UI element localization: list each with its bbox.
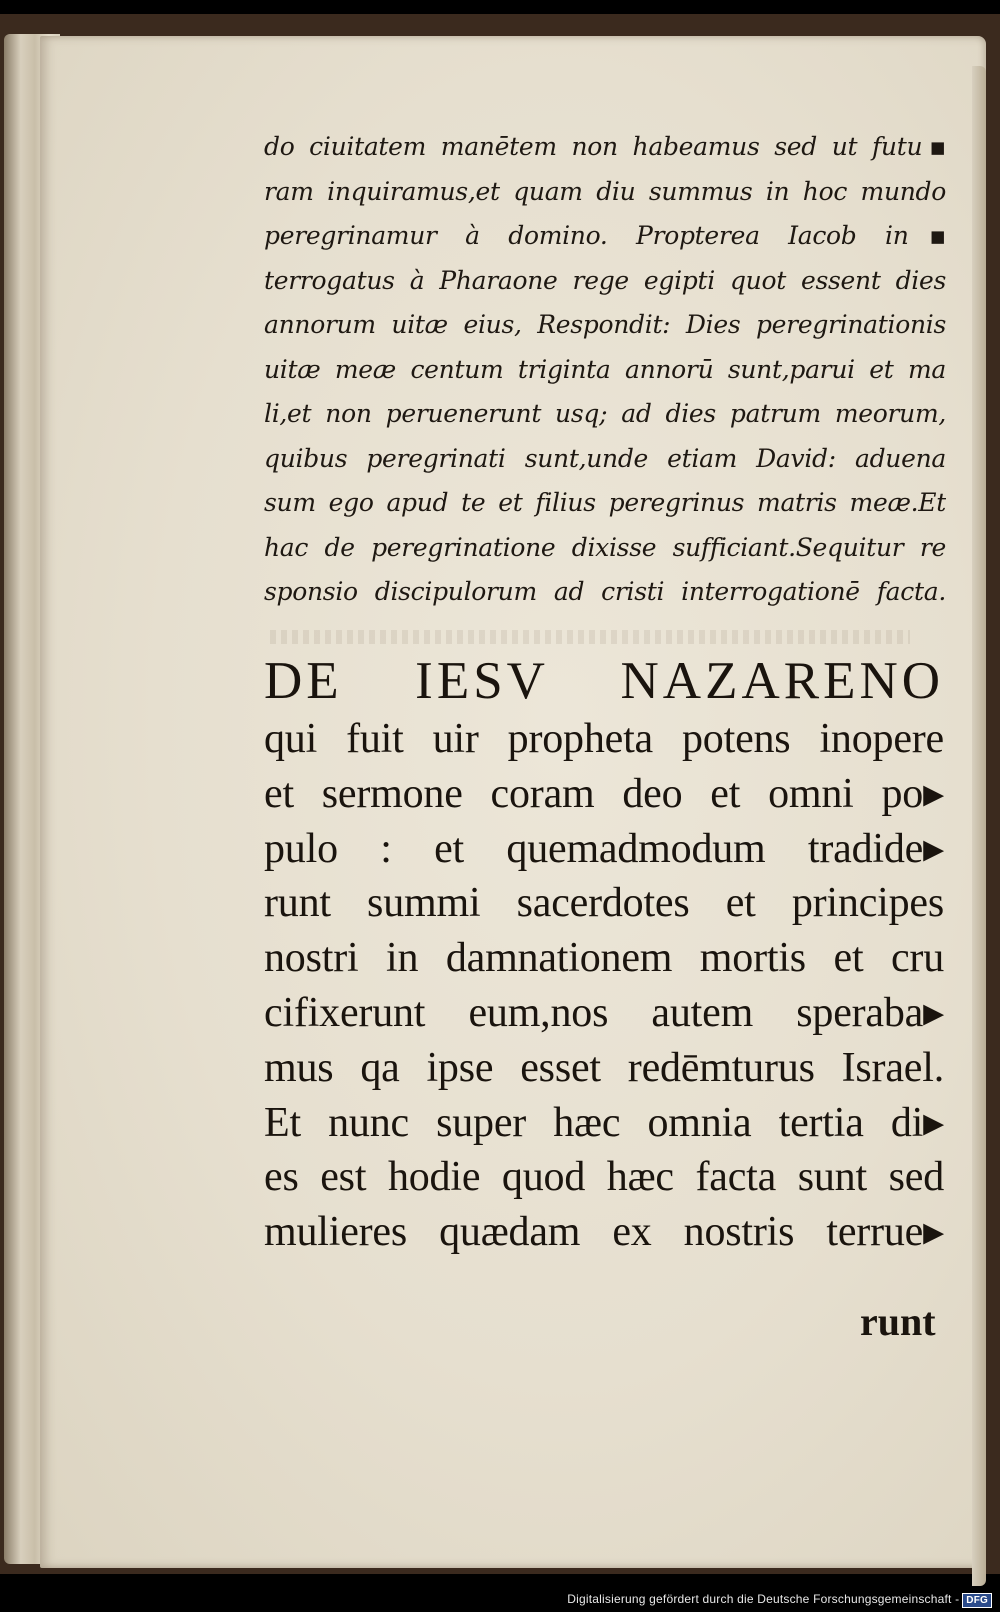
roman-text-block	[264, 712, 944, 1260]
text-line: peregrinamur à domino. Propterea Iacob in▪	[264, 221, 946, 250]
text-line: uitæ meæ centum triginta annorū sunt,parui et ma	[264, 354, 946, 384]
text-line: mus qa ipse esset redēmturus Israel.	[264, 1044, 944, 1091]
catchword: runt	[860, 1299, 936, 1344]
text-line: do ciuitatem manētem non habeamus sed ut futu▪	[264, 132, 946, 161]
text-line: sponsio discipulorum ad cristi interrogationē facta.	[264, 577, 946, 606]
text-line: nostri in damnationem mortis et cru	[264, 935, 944, 982]
text-line: ram inquiramus,et quam diu summus in hoc mundo	[264, 176, 946, 206]
text-line: Et nunc super hæc omnia tertia di▸	[264, 1099, 944, 1146]
text-line: pulo : et quemadmodum tradide▸	[264, 825, 944, 872]
text-line: es est hodie quod hæc facta sunt sed	[264, 1154, 944, 1201]
text-line: quibus peregrinati sunt,unde etiam David: aduena	[264, 443, 946, 473]
text-line: hac de peregrinatione dixisse sufficiant.Sequitur re	[264, 532, 946, 562]
show-through-texture	[270, 630, 910, 644]
text-line: li,et non peruenerunt usq; ad dies patrum meorum,	[264, 399, 946, 428]
text-line: runt summi sacerdotes et principes	[264, 880, 944, 927]
section-heading: DE IESV NAZARENO	[264, 652, 944, 710]
credit-text: Digitalisierung gefördert durch die Deutsche Forschungsgemeinschaft -	[567, 1592, 960, 1606]
italic-text-block	[264, 125, 964, 615]
text-line: terrogatus à Pharaone rege egipti quot essent dies	[264, 265, 946, 295]
page-right-edge	[972, 66, 986, 1586]
text-line: mulieres quædam ex nostris terrue▸	[264, 1209, 944, 1256]
digitization-credit	[567, 1592, 992, 1608]
text-line: annorum uitæ eius, Respondit: Dies peregrinationis	[264, 310, 946, 339]
text-line: cifixerunt eum,nos autem speraba▸	[264, 989, 944, 1036]
dfg-logo-icon: DFG	[962, 1593, 992, 1608]
text-line: sum ego apud te et filius peregrinus matris meæ.Et	[264, 488, 946, 517]
text-line: et sermone coram deo et omni po▸	[264, 770, 944, 817]
text-line: qui fuit uir propheta potens inopere	[264, 716, 944, 762]
